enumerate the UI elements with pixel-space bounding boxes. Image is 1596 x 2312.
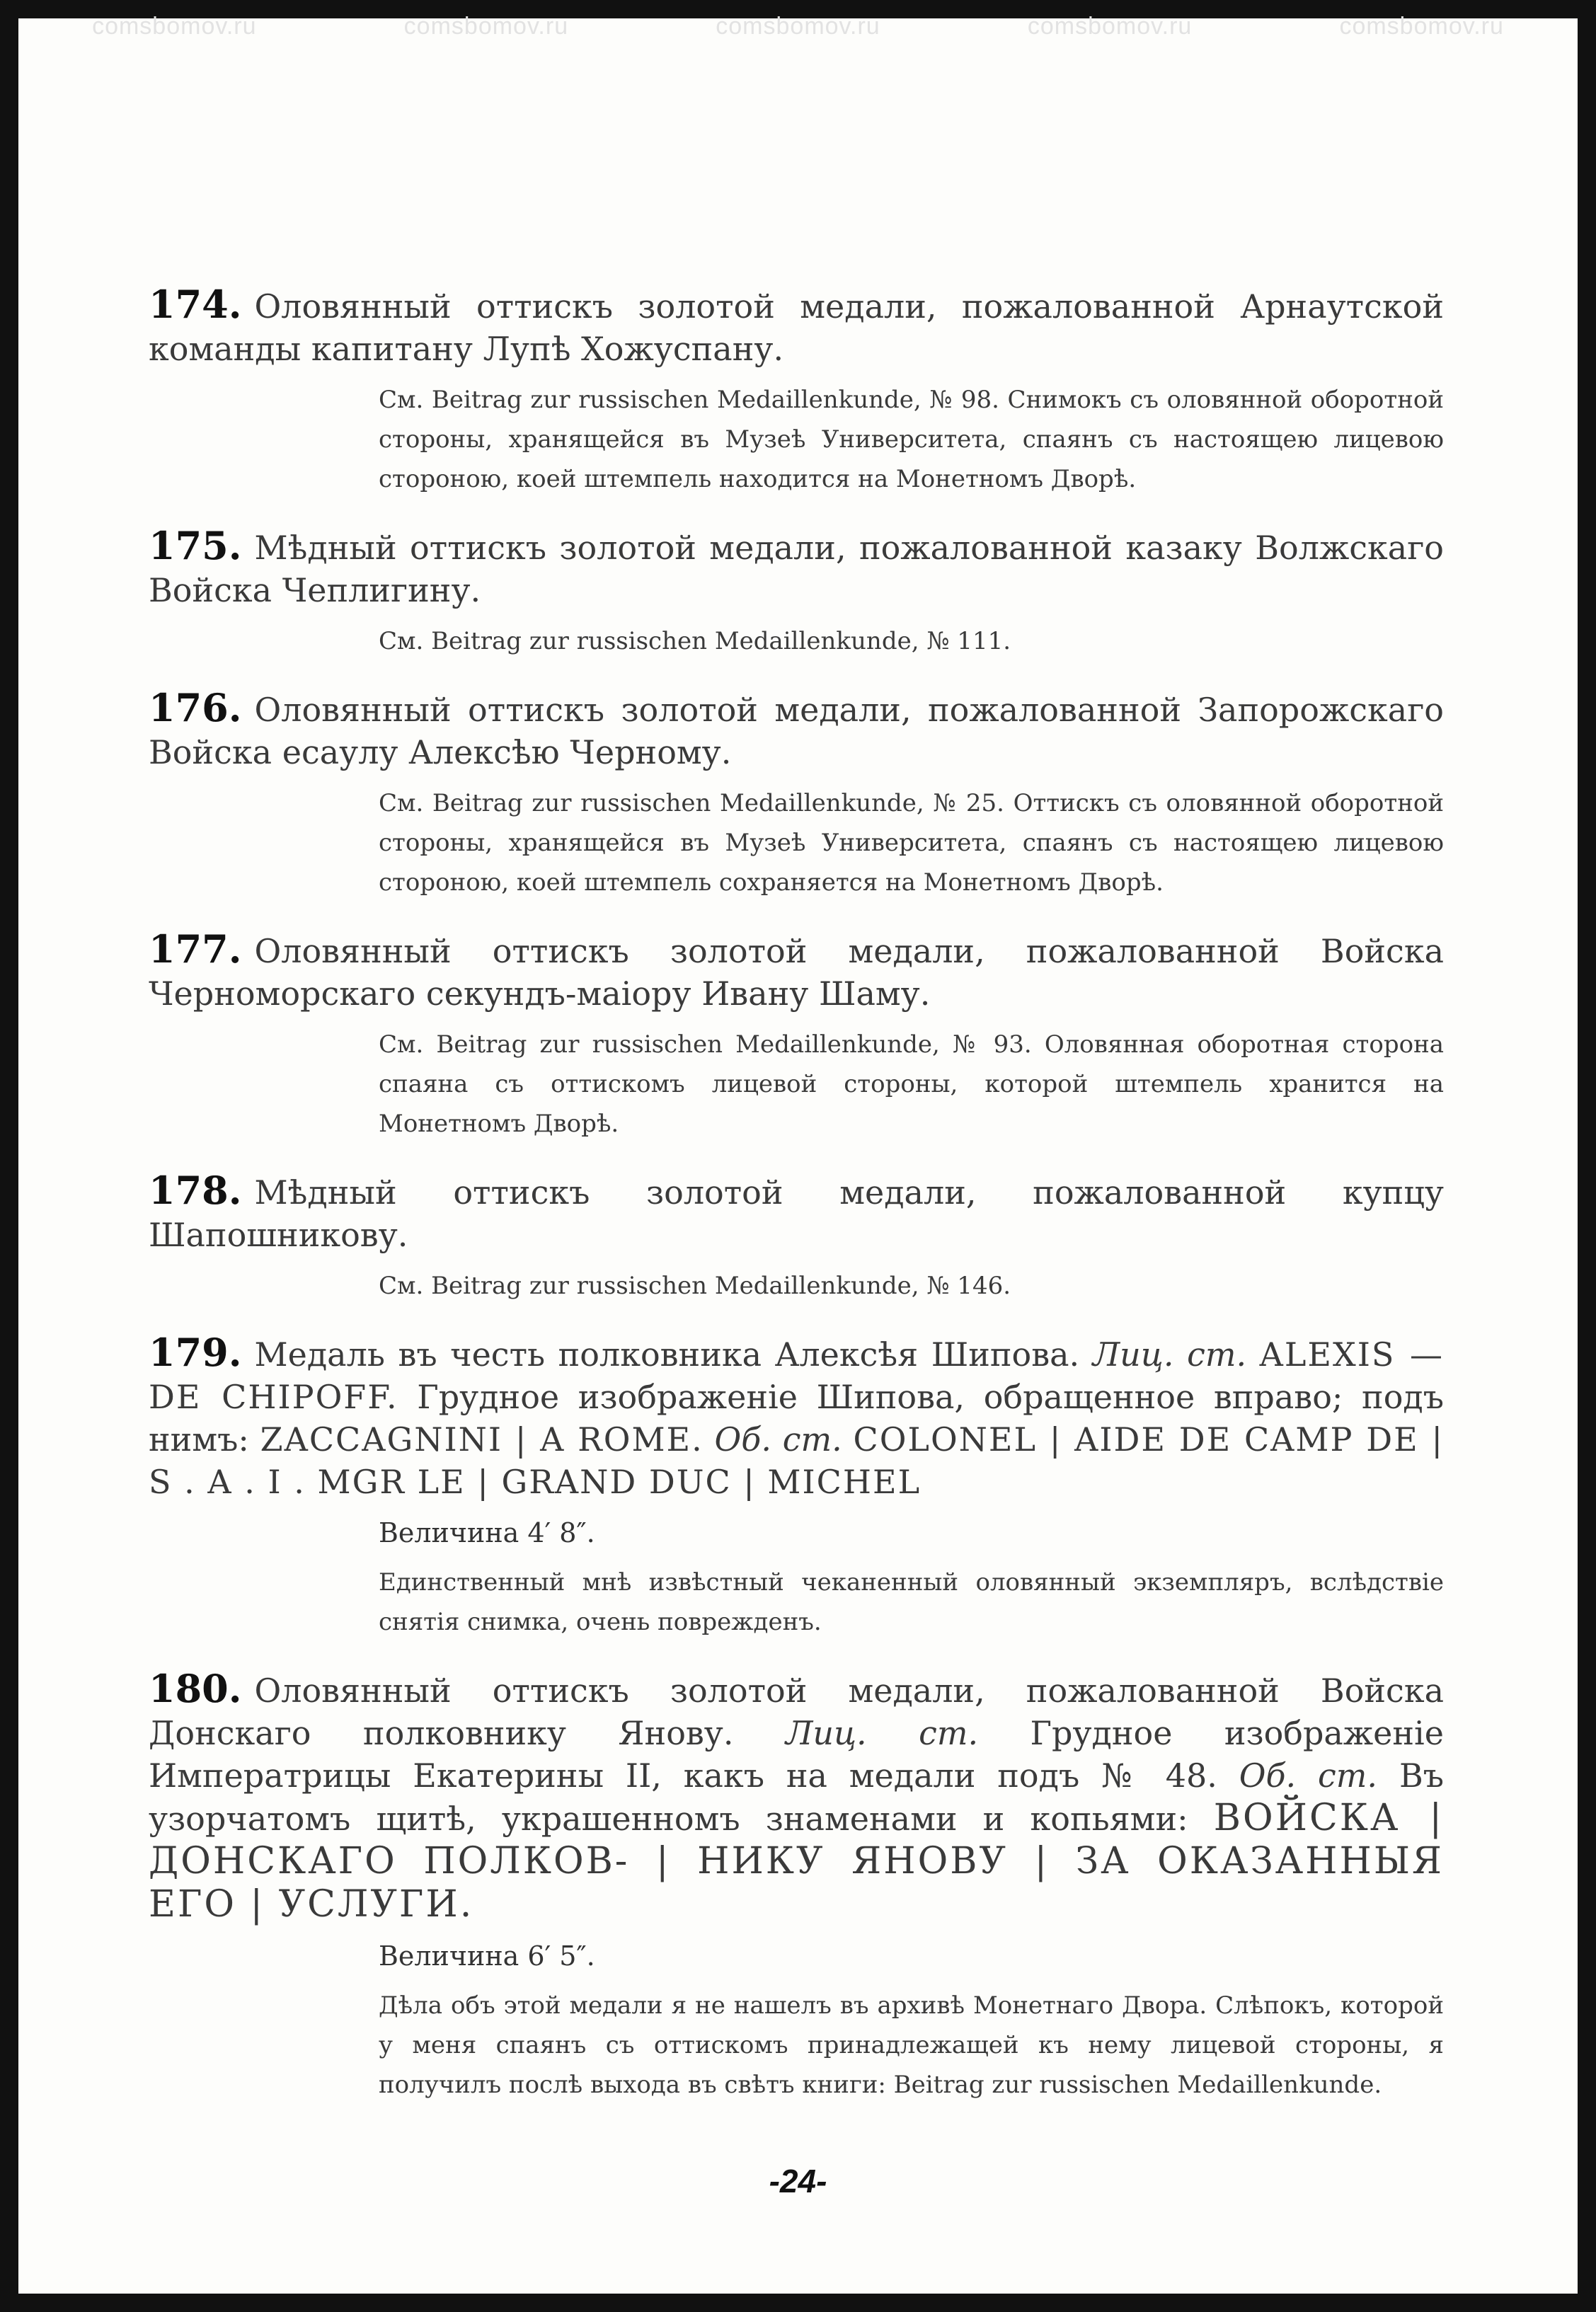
obverse-label: Лиц. ст. bbox=[785, 1714, 979, 1752]
reverse-description: Въ узорчатомъ щитѣ, украшенномъ знаменами и копьями: bbox=[149, 1756, 1445, 1838]
entry-note: См. Beitrag zur russischen Medaillenkunde, № 25. Оттискъ съ оловянной оборотной стороны, хранящейся въ Музеѣ Университета, спаянъ съ настоящею лицевою стороною, коей штемпель сохраняется на Монетномъ Дворѣ. bbox=[379, 789, 1444, 897]
catalog-entry-179 bbox=[149, 1331, 1444, 1642]
entry-note: Единственный мнѣ извѣстный чеканенный оловянный экземпляръ, вслѣдствіе снятія снимка, очень поврежденъ. bbox=[379, 1568, 1444, 1636]
entry-number: 174. bbox=[149, 282, 242, 327]
watermark-text: comsbomov.ru bbox=[716, 13, 880, 40]
catalog-page bbox=[149, 283, 1444, 2130]
reverse-inscription: COLONEL | AIDE DE CAMP DE | S . A . I . MGR LE | GRAND DUC | MICHEL bbox=[149, 1420, 1444, 1501]
entry-text: Оловянный оттискъ золотой медали, пожалованной Запорожскаго Войска есаулу Алексѣю Черному. bbox=[149, 691, 1444, 771]
reverse-inscription: ВОЙСКА | ДОНСКАГО ПОЛКОВ- | НИКУ ЯНОВУ | ЗА ОКАЗАННЫЯ ЕГО | УСЛУГИ. bbox=[149, 1797, 1444, 1926]
catalog-entry-174 bbox=[149, 283, 1444, 499]
entry-heading bbox=[149, 1169, 1444, 1256]
watermark bbox=[18, 13, 1578, 40]
watermark-text: comsbomov.ru bbox=[1339, 13, 1504, 40]
reverse-label: Об. ст. bbox=[1239, 1756, 1378, 1795]
entry-text: Мѣдный оттискъ золотой медали, пожалованной купцу Шапошникову. bbox=[149, 1173, 1444, 1254]
catalog-entry-180 bbox=[149, 1667, 1444, 2105]
watermark-text: comsbomov.ru bbox=[403, 13, 569, 40]
catalog-entry-176 bbox=[149, 686, 1444, 902]
entry-number: 178. bbox=[149, 1168, 242, 1213]
entry-text: Оловянный оттискъ золотой медали, пожалованной Арнаутской команды капитану Лупѣ Хожуспану. bbox=[149, 287, 1444, 368]
entry-note: Дѣла объ этой медали я не нашелъ въ архивѣ Монетнаго Двора. Слѣпокъ, которой у меня спаянъ съ оттискомъ принадлежащей къ нему лицевой стороны, я получилъ послѣ выхода въ свѣтъ книги: Beitrag zur russischen Medaillenkunde. bbox=[379, 1991, 1444, 2099]
entry-number: 179. bbox=[149, 1330, 242, 1375]
entry-number: 175. bbox=[149, 523, 242, 568]
entry-text: Оловянный оттискъ золотой медали, пожалованной Войска Черноморскаго секундъ-маіору Ивану Шаму. bbox=[149, 932, 1444, 1013]
entry-heading bbox=[149, 1667, 1444, 1926]
watermark-text: comsbomov.ru bbox=[92, 13, 257, 40]
entry-heading bbox=[149, 283, 1444, 370]
entry-heading bbox=[149, 928, 1444, 1015]
catalog-entry-178 bbox=[149, 1169, 1444, 1306]
entry-heading bbox=[149, 1331, 1444, 1503]
obverse-description: Грудное изображеніе Императрицы Екатерины II, какъ на медали подъ № 48. bbox=[149, 1714, 1444, 1795]
medal-size: Величина 4′ 8″. bbox=[379, 1517, 595, 1548]
entry-note: См. Beitrag zur russischen Medaillenkunde, № 111. bbox=[379, 627, 1011, 655]
obverse-description: Грудное изображеніе Шипова, обращенное вправо; подъ нимъ: bbox=[149, 1378, 1444, 1459]
page-number: -24- bbox=[769, 2163, 827, 2199]
entry-heading bbox=[149, 686, 1444, 773]
obverse-inscription: ALEXIS — DE CHIPOFF. bbox=[149, 1335, 1445, 1416]
engraver-signature: ZACCAGNINI | A ROME. bbox=[260, 1420, 704, 1459]
entry-heading bbox=[149, 524, 1444, 611]
medal-size: Величина 6′ 5″. bbox=[379, 1940, 595, 1972]
entry-note: См. Beitrag zur russischen Medaillenkunde, № 98. Снимокъ съ оловянной оборотной стороны, хранящейся въ Музеѣ Университета, спаянъ съ настоящею лицевою стороною, коей штемпель находится на Монетномъ Дворѣ. bbox=[379, 386, 1444, 493]
catalog-entry-175 bbox=[149, 524, 1444, 661]
entry-text: Медаль въ честь полковника Алексѣя Шипова. bbox=[254, 1335, 1080, 1374]
entry-note: См. Beitrag zur russischen Medaillenkunde, № 93. Оловянная оборотная сторона спаяна съ оттискомъ лицевой стороны, которой штемпель хранится на Монетномъ Дворѣ. bbox=[379, 1030, 1444, 1138]
entry-text: Оловянный оттискъ золотой медали, пожалованной Войска Донскаго полковнику Янову. bbox=[149, 1672, 1444, 1752]
entry-text: Мѣдный оттискъ золотой медали, пожалованной казаку Волжскаго Войска Чеплигину. bbox=[149, 529, 1444, 609]
entry-note: См. Beitrag zur russischen Medaillenkunde, № 146. bbox=[379, 1272, 1011, 1300]
watermark-text: comsbomov.ru bbox=[1027, 13, 1193, 40]
entry-number: 176. bbox=[149, 685, 242, 730]
reverse-label: Об. ст. bbox=[714, 1420, 842, 1459]
obverse-label: Лиц. ст. bbox=[1092, 1335, 1247, 1374]
entry-number: 180. bbox=[149, 1666, 242, 1711]
catalog-entry-177 bbox=[149, 928, 1444, 1144]
entry-number: 177. bbox=[149, 926, 242, 972]
